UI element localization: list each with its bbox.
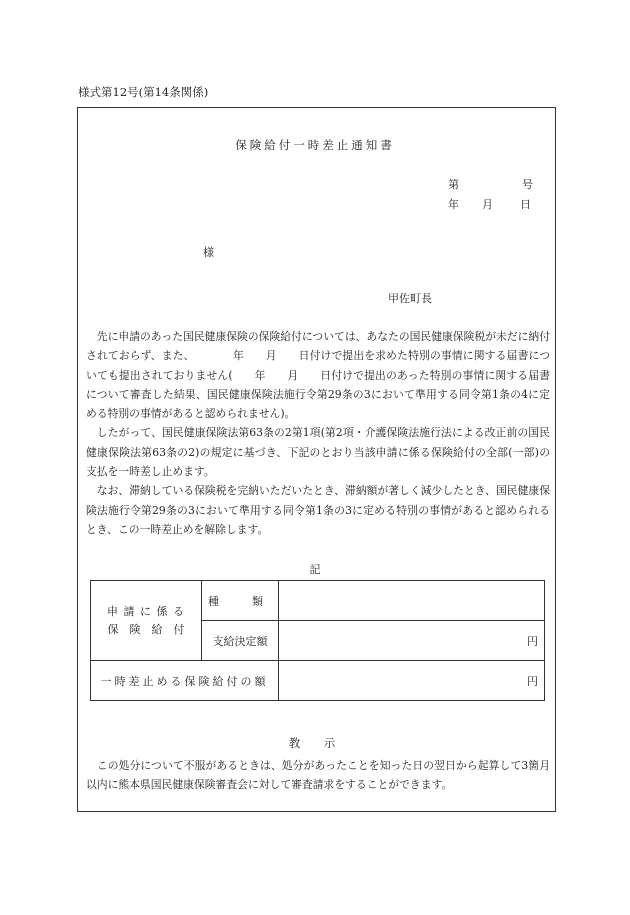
body-text (86, 327, 550, 539)
kind-label: 種 類 (202, 581, 279, 621)
document-number (448, 176, 533, 192)
paragraph-3: なお、滞納している保険税を完納いただいたとき、滞納額が著しく減少したとき、国民健康保険法施行令第29条の3において準用する同令第1条の3に定める特別の事情があると認められるとき、この一時差止めを解除します。 (86, 484, 550, 536)
group-label-line-2: 保 険 給 付 (107, 622, 185, 636)
group-label-line-1: 申 請 に 係 る (107, 604, 185, 618)
date-month: 月 (482, 198, 493, 211)
number-prefix: 第 (448, 178, 459, 191)
withheld-label: 一時差止める保険給付の額 (91, 661, 279, 701)
document-title: 保険給付一時差止通知書 (235, 138, 395, 152)
issuer: 甲佐町長 (388, 292, 432, 305)
date-year: 年 (448, 198, 459, 211)
benefit-table (90, 580, 545, 701)
withheld-unit: 円 (279, 661, 545, 701)
amount-unit: 円 (279, 621, 545, 661)
kind-value (279, 581, 545, 621)
date-day: 日 (520, 198, 531, 211)
document-date (448, 196, 531, 212)
addressee: 様 (203, 246, 214, 259)
paragraph-2: したがって、国民健康保険法第63条の2第1項(第2項・介護保険法施行法による改正前の国民健康保険法第63条の2)の規定に基づき、下記のとおり当該申請に係る保険給付の全部(一部)の支払を一時差し止めます。 (86, 426, 550, 479)
instruction-paragraph: この処分について不服があるときは、処分があったことを知った日の翌日から起算して3箇月以内に熊本県国民健康保険審査会に対して審査請求をすることができます。 (86, 759, 550, 792)
amount-label: 支給決定額 (202, 621, 279, 661)
number-suffix: 号 (522, 178, 533, 191)
instruction-text (86, 756, 550, 795)
instruction-title: 教 示 (288, 736, 342, 750)
benefit-group-label (91, 581, 202, 661)
paragraph-1: 先に申請のあった国民健康保険の保険給付については、あなたの国民健康保険税が未だに納付されておらず、また、 年 月 日付けで提出を求めた特別の事情に関する届書についても提出されておりません( 年 月 日付けで提出のあった特別の事情に関する届書について審査した結果、国民健康保険法施行令第29条の3において準用する同令第1条の4に定める特別の事情があると認められません)。 (86, 330, 550, 421)
ki-heading: 記 (309, 563, 321, 576)
form-number: 様式第12号(第14条関係) (78, 85, 209, 99)
